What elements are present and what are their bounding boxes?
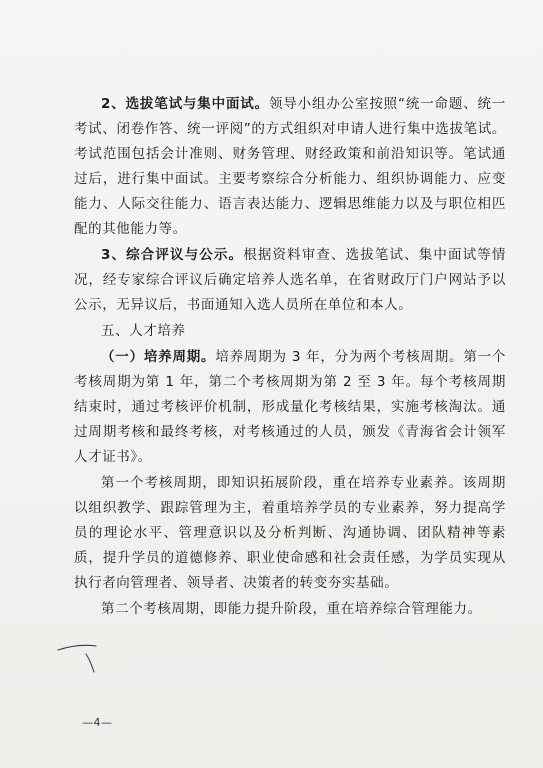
page-number: —4—	[82, 716, 113, 729]
paragraph-lead: 2、选拔笔试与集中面试。	[101, 96, 269, 112]
document-body	[74, 92, 506, 623]
paragraph-text: 培养周期为 3 年，分为两个考核周期。第一个考核周期为第 1 年，第二个考核周期为第 2 至 3 年。每个考核周期结束时，通过考核评价机制，形成量化考核结果，实施考核淘汰。通过周期考核和最终考核，对考核通过的人员，颁发《青海省会计领军人才证书》。	[74, 349, 506, 465]
paragraph-selection-exam	[74, 92, 506, 242]
paragraph-second-cycle	[74, 597, 506, 622]
section-heading-talent-training	[74, 319, 506, 344]
paragraph-review-publicity	[74, 243, 506, 318]
paragraph-text: 第一个考核周期，即知识拓展阶段，重在培养专业素养。该周期以组织教学、跟踪管理为主，着重培养学员的专业素养，努力提高学员的理论水平、管理意识以及分析判断、沟通协调、团队精神等素质，提升学员的道德修养、职业使命感和社会责任感，为学员实现从执行者向管理者、领导者、决策者的转变夯实基础。	[74, 475, 506, 591]
paragraph-first-cycle	[74, 471, 506, 596]
paragraph-lead: （一）培养周期。	[101, 349, 216, 365]
paragraph-lead: 3、综合评议与公示。	[101, 247, 244, 263]
paragraph-text: 领导小组办公室按照“统一命题、统一考试、闭卷作答、统一评阅”的方式组织对申请人进行集中选拔笔试。考试范围包括会计准则、财务管理、财经政策和前沿知识等。笔试通过后，进行集中面试。主要考察综合分析能力、组织协调能力、应变能力、人际交往能力、语言表达能力、逻辑思维能力以及与职位相匹配的其他能力等。	[74, 96, 506, 237]
paragraph-text: 第二个考核周期，即能力提升阶段，重在培养综合管理能力。	[101, 601, 482, 617]
pen-mark-decoration	[56, 632, 116, 676]
paragraph-training-cycle	[74, 345, 506, 470]
heading-text: 五、人才培养	[101, 323, 186, 339]
paragraph-text: 根据资料审查、选拔笔试、集中面试等情况，经专家综合评议后确定培养人选名单，在省财政厅门户网站予以公示，无异议后，书面通知入选人员所在单位和本人。	[74, 247, 506, 313]
